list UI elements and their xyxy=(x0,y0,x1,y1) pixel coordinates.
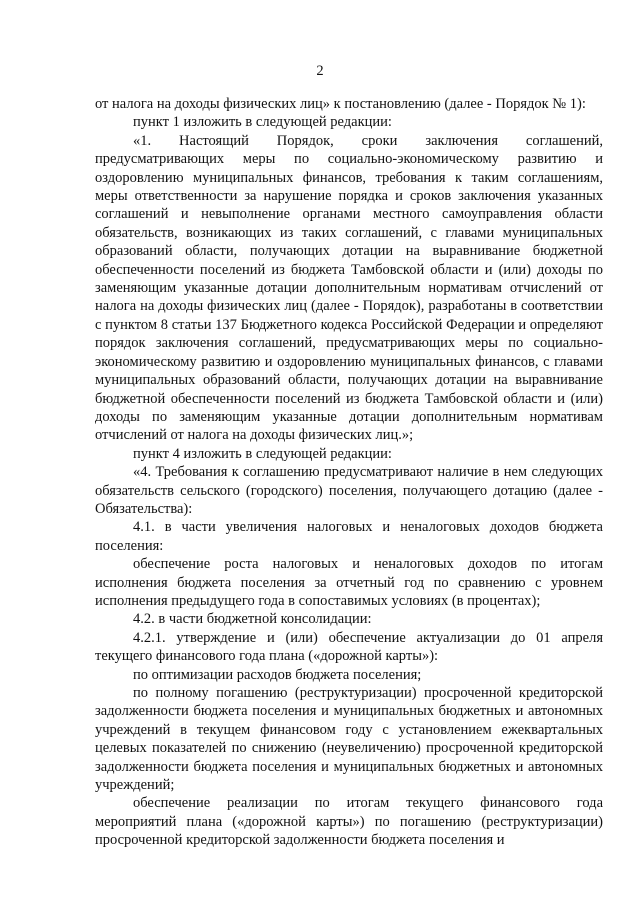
paragraph-item-4-2: 4.2. в части бюджетной консолидации: xyxy=(133,611,372,628)
paragraph-clause-1-heading: пункт 1 изложить в следующей редакции: xyxy=(133,114,392,131)
paragraph-clause-4-heading: пункт 4 изложить в следующей редакции: xyxy=(133,445,392,462)
paragraph-plan-implementation: обеспечение реализации по итогам текущего финансового года мероприятий плана («дорожной карты») по погашению (реструктуризации) просроченной кредиторской задолженности бюджета поселения и xyxy=(95,795,603,849)
page-number: 2 xyxy=(316,63,324,79)
paragraph-expense-optimization: по оптимизации расходов бюджета поселения; xyxy=(133,666,422,683)
paragraph-item-4-1-text: обеспечение роста налоговых и неналоговых доходов по итогам исполнения бюджета поселения за отчетный год по сравнению с уровнем исполнения предыдущего года в сопоставимых условиях (в процентах); xyxy=(95,556,603,609)
paragraph-clause-4-text: «4. Требования к соглашению предусматривают наличие в нем следующих обязательств сельского (городского) поселения, получающего дотацию (далее - Обязательства): xyxy=(95,464,603,517)
paragraph-item-4-2-1: 4.2.1. утверждение и (или) обеспечение актуализации до 01 апреля текущего финансового года плана («дорожной карты»): xyxy=(95,629,603,665)
paragraph-clause-1-text: «1. Настоящий Порядок, сроки заключения соглашений, предусматривающих меры по социально-экономическому развитию и оздоровлению муниципальных финансов, требования к таким соглашениям, меры ответственности за нарушение порядка и сроков заключения указанных соглашений и невыполнение органами местного самоуправления области обязательств, возникающих из таких соглашений, с главами муниципальных образований области, получающих дотации на выравнивание бюджетной обеспеченности поселений из бюджета Тамбовской области и (или) доходы по заменяющим указанные дотации дополнительным нормативам отчислений от налога на доходы физических лиц (далее - Порядок), разработаны в соответствии с пунктом 8 статьи 137 Бюджетного кодекса Российской Федерации и определяют порядок заключения соглашений, предусматривающих меры по социально-экономическому развитию и оздоровлению муниципальных финансов, с главами муниципальных образований области, получающих дотации на выравнивание бюджетной обеспеченности поселений из бюджета Тамбовской области и (или) доходы по заменяющим указанные дотации дополнительным нормативам отчислений от налога на доходы физических лиц.»; xyxy=(95,132,603,444)
paragraph-item-4-1: 4.1. в части увеличения налоговых и неналоговых доходов бюджета поселения: xyxy=(95,519,603,554)
document-body xyxy=(95,95,603,850)
paragraph-continuation: от налога на доходы физических лиц» к постановлению (далее - Порядок № 1): xyxy=(95,96,586,112)
paragraph-debt-repayment: по полному погашению (реструктуризации) просроченной кредиторской задолженности бюджета поселения и муниципальных бюджетных и автономных учреждений в текущем финансовом году с установлением ежеквартальных целевых показателей по снижению (неувеличению) просроченной кредиторской задолженности бюджета поселения и муниципальных бюджетных и автономных учреждений; xyxy=(95,685,603,794)
